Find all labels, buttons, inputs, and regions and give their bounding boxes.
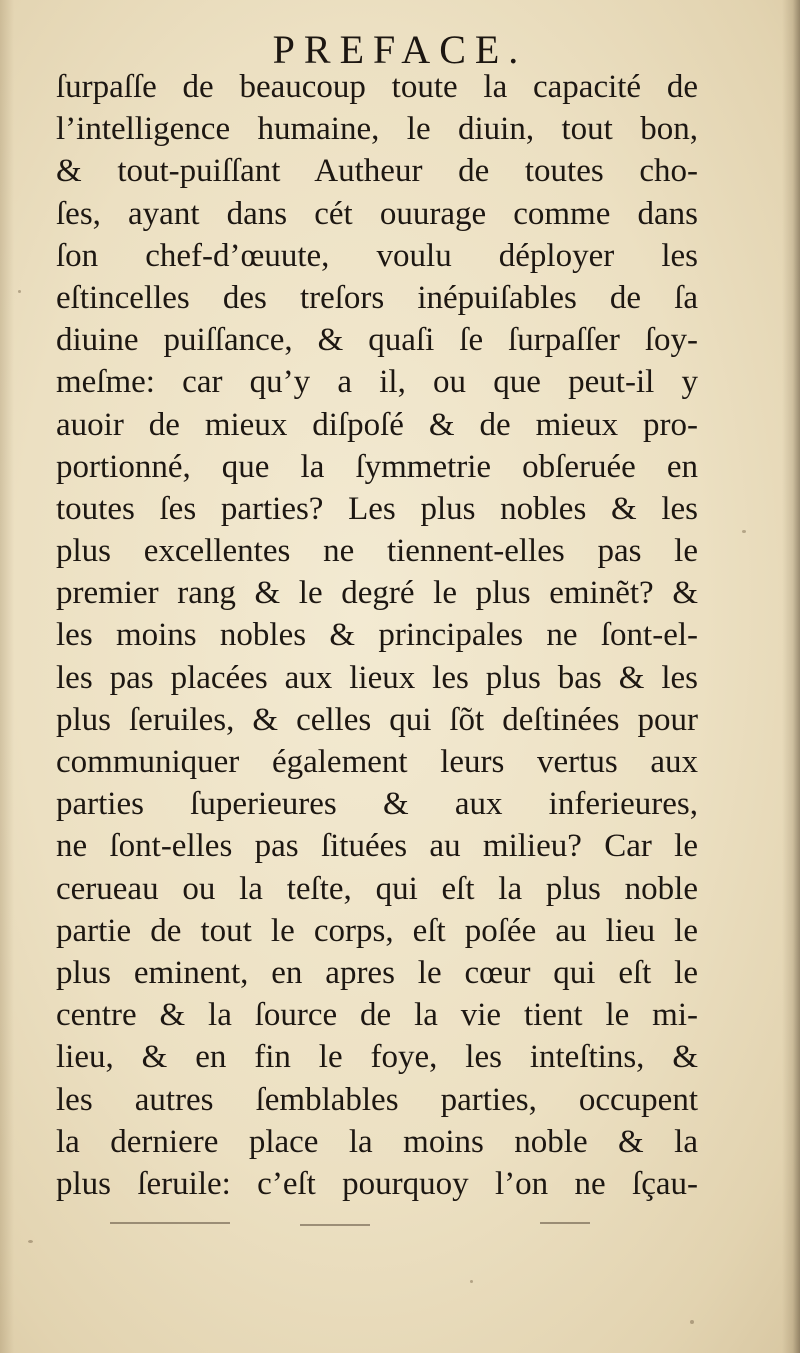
ink-bleed-mark xyxy=(300,1224,370,1226)
text-line: les pas placées aux lieux les plus bas & les xyxy=(56,659,698,696)
text-line: toutes ſes parties? Les plus nobles & les xyxy=(56,490,698,527)
text-line: plus eminent, en apres le cœur qui eſt le xyxy=(56,954,698,991)
page-right-shadow xyxy=(782,0,800,1353)
text-line: eſtincelles des treſors inépuiſables de ſa xyxy=(56,279,698,316)
text-line: centre & la ſource de la vie tient le mi- xyxy=(56,997,698,1034)
body-text xyxy=(56,66,698,1205)
text-line: partie de tout le corps, eſt poſée au lieu le xyxy=(56,912,698,949)
page-left-shadow xyxy=(0,0,14,1353)
paper-speck xyxy=(470,1280,473,1283)
text-line: portionné, que la ſymmetrie obſeruée en xyxy=(56,448,698,485)
text-line: meſme: car qu’y a il, ou que peut-il y xyxy=(56,364,698,401)
ink-bleed-mark xyxy=(540,1222,590,1224)
paper-speck xyxy=(18,290,21,293)
text-line: & tout-puiſſant Autheur de toutes cho- xyxy=(56,153,698,190)
running-head: PREFACE. xyxy=(272,27,528,72)
text-line: premier rang & le degré le plus eminẽt? & xyxy=(56,575,698,612)
paper-speck xyxy=(28,1240,33,1243)
text-line: parties ſuperieures & aux inferieures, xyxy=(56,786,698,823)
text-line: lieu, & en fin le foye, les inteſtins, & xyxy=(56,1039,698,1076)
text-line: auoir de mieux diſpoſé & de mieux pro- xyxy=(56,406,698,443)
text-line: cerueau ou la teſte, qui eſt la plus noble xyxy=(56,870,698,907)
text-line: ne ſont-elles pas ſituées au milieu? Car le xyxy=(56,828,698,865)
text-line: les moins nobles & principales ne ſont-el- xyxy=(56,617,698,654)
text-line: l’intelligence humaine, le diuin, tout bon, xyxy=(56,111,698,148)
text-line: plus excellentes ne tiennent-elles pas le xyxy=(56,533,698,570)
text-line: communiquer également leurs vertus aux xyxy=(56,744,698,780)
text-line: la derniere place la moins noble & la xyxy=(56,1123,698,1160)
text-line: les autres ſemblables parties, occupent xyxy=(56,1081,698,1118)
text-line: ſon chef-d’œuute, voulu déployer les xyxy=(56,237,698,274)
paper-speck xyxy=(742,530,746,533)
text-line: ſes, ayant dans cét ouurage comme dans xyxy=(56,195,698,232)
text-line: plus ſeruile: c’eſt pourquoy l’on ne ſçau- xyxy=(56,1165,698,1202)
text-line: plus ſeruiles, & celles qui ſõt deſtinées pour xyxy=(56,701,698,738)
text-line: diuine puiſſance, & quaſi ſe ſurpaſſer ſoy- xyxy=(56,322,698,359)
paper-speck xyxy=(690,1320,694,1324)
text-line: ſurpaſſe de beaucoup toute la capacité de xyxy=(56,69,698,105)
ink-bleed-mark xyxy=(110,1222,230,1224)
